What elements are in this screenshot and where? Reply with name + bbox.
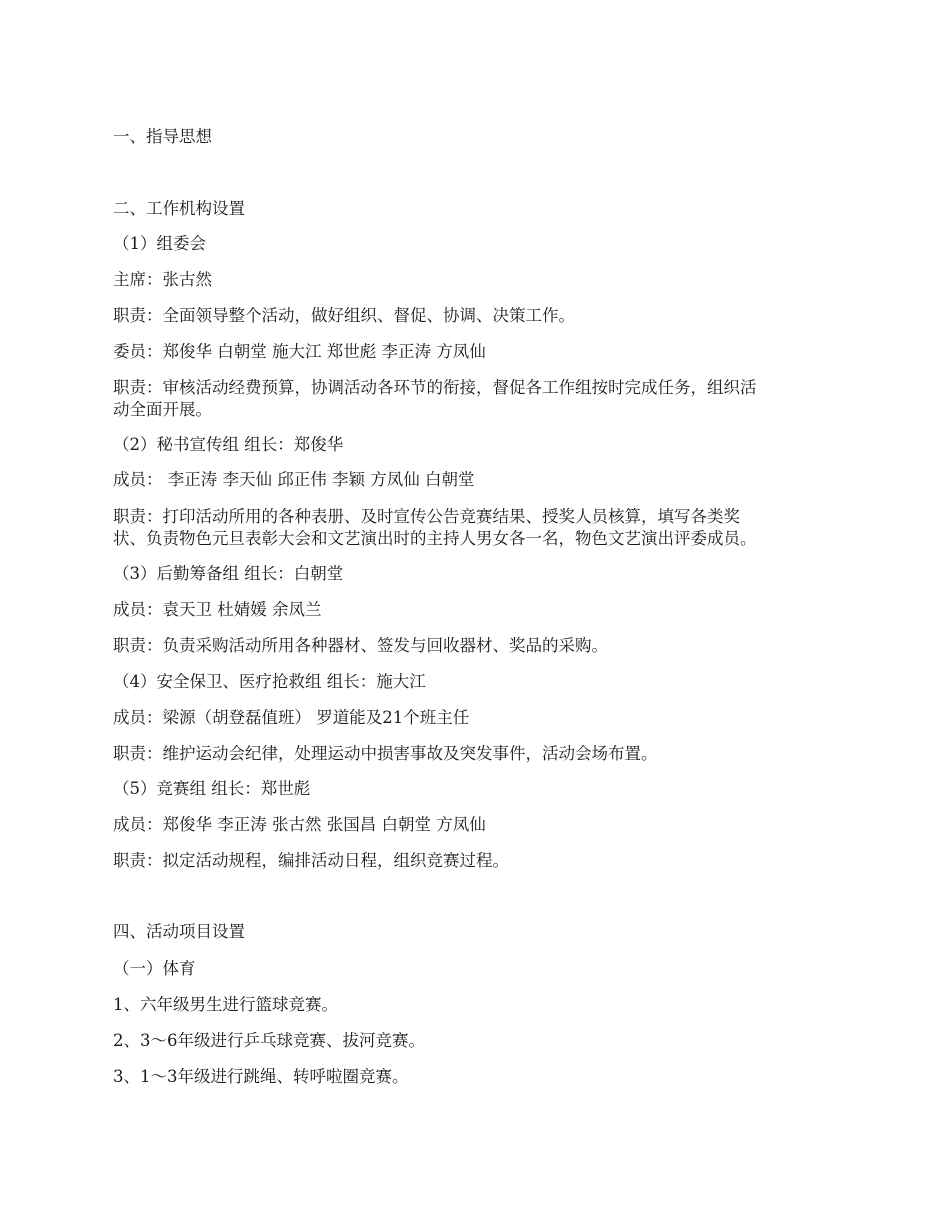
competition-duty: 职责：拟定活动规程，编排活动日程，组织竞赛过程。 <box>113 851 509 870</box>
committee-members: 委员：郑俊华 白朝堂 施大江 郑世彪 李正涛 方凤仙 <box>113 342 486 361</box>
list-item: 3、1～3年级进行跳绳、转呼啦圈竞赛。 <box>113 1067 409 1086</box>
section-heading-organization: 二、工作机构设置 <box>113 199 245 218</box>
list-item: 1、六年级男生进行篮球竞赛。 <box>113 995 338 1014</box>
subsection-heading-sports: （一）体育 <box>113 959 196 978</box>
list-item: 2、3～6年级进行乒乓球竞赛、拔河竞赛。 <box>113 1031 425 1050</box>
committee-chair-duty: 职责：全面领导整个活动，做好组织、督促、协调、决策工作。 <box>113 306 575 325</box>
committee-members-duty-line1: 职责：审核活动经费预算，协调活动各环节的衔接，督促各工作组按时完成任务，组织活 <box>113 378 757 397</box>
subsection-heading-committee: （1）组委会 <box>113 234 206 253</box>
subsection-heading-secretariat: （2）秘书宣传组 组长：郑俊华 <box>113 435 344 454</box>
subsection-heading-logistics: （3）后勤筹备组 组长：白朝堂 <box>113 564 344 583</box>
section-heading-guiding-ideology: 一、指导思想 <box>113 127 212 146</box>
secretariat-duty-line2: 状、负责物色元旦表彰大会和文艺演出时的主持人男女各一名，物色文艺演出评委成员。 <box>113 529 757 548</box>
committee-members-duty-line2: 动全面开展。 <box>113 400 212 419</box>
logistics-duty: 职责：负责采购活动所用各种器材、签发与回收器材、奖品的采购。 <box>113 636 608 655</box>
committee-chair: 主席：张古然 <box>113 270 212 289</box>
competition-members: 成员：郑俊华 李正涛 张古然 张国昌 白朝堂 方凤仙 <box>113 815 486 834</box>
secretariat-duty-line1: 职责：打印活动所用的各种表册、及时宣传公告竞赛结果、授奖人员核算，填写各类奖 <box>113 507 740 526</box>
security-duty: 职责：维护运动会纪律，处理运动中损害事故及突发事件，活动会场布置。 <box>113 744 658 763</box>
subsection-heading-competition: （5）竞赛组 组长：郑世彪 <box>113 779 311 798</box>
subsection-heading-security: （4）安全保卫、医疗抢救组 组长：施大江 <box>113 672 426 691</box>
logistics-members: 成员：袁天卫 杜婧媛 余凤兰 <box>113 600 322 619</box>
secretariat-members: 成员： 李正涛 李天仙 邱正伟 李颖 方凤仙 白朝堂 <box>113 470 475 489</box>
security-members: 成员：梁源（胡登磊值班） 罗道能及21个班主任 <box>113 708 470 727</box>
section-heading-activities: 四、活动项目设置 <box>113 922 245 941</box>
